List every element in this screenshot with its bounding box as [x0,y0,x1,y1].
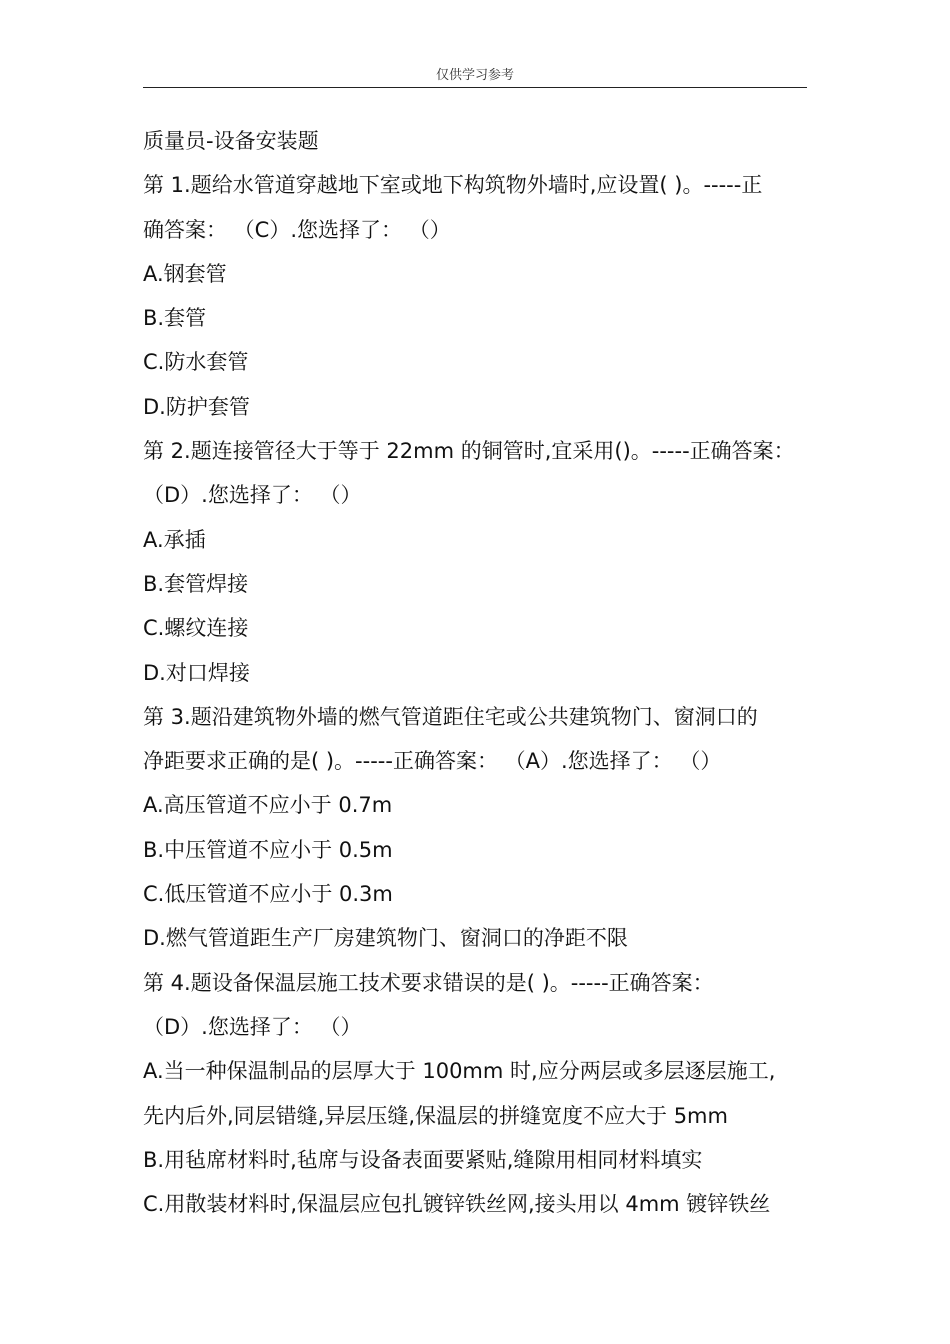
question-3-option-c: C.低压管道不应小于 0.3m [143,882,393,907]
question-3-option-a: A.高压管道不应小于 0.7m [143,793,393,818]
question-2-option-b: B.套管焊接 [143,571,249,596]
question-4-option-c: C.用散装材料时,保温层应包扎镀锌铁丝网,接头用以 4mm 镀锌铁丝 [143,1192,771,1217]
question-1-option-a: A.钢套管 [143,261,227,286]
question-4-option-a: A.当一种保温制品的层厚大于 100mm 时,应分两层或多层逐层施工, [143,1059,776,1084]
question-4-answer: （D）.您选择了： （） [143,1014,362,1039]
question-3-option-d: D.燃气管道距生产厂房建筑物门、窗洞口的净距不限 [143,926,628,951]
question-2-option-c: C.螺纹连接 [143,616,249,641]
question-1-stem: 第 1.题给水管道穿越地下室或地下构筑物外墙时,应设置( )。-----正 [143,173,763,198]
question-4-option-b: B.用毡席材料时,毡席与设备表面要紧贴,缝隙用相同材料填实 [143,1147,703,1172]
question-1-option-b: B.套管 [143,306,207,331]
document-title: 质量员-设备安装题 [143,129,319,153]
question-1-answer: 确答案： （C）.您选择了： （） [143,217,451,242]
question-1-option-c: C.防水套管 [143,350,249,375]
question-3-stem: 第 3.题沿建筑物外墙的燃气管道距住宅或公共建筑物门、窗洞口的 [143,704,758,729]
document-body [143,119,823,1226]
question-2-answer: （D）.您选择了： （） [143,483,362,508]
question-2-option-a: A.承插 [143,527,206,552]
question-2-stem: 第 2.题连接管径大于等于 22mm 的铜管时,宜采用()。-----正确答案： [143,439,795,464]
question-4-stem: 第 4.题设备保温层施工技术要求错误的是( )。-----正确答案： [143,970,714,995]
question-3-stem-continued: 净距要求正确的是( )。-----正确答案： （A）.您选择了： （） [143,749,722,774]
page-header: 仅供学习参考 [143,66,807,88]
question-1-option-d: D.防护套管 [143,394,250,419]
question-4-option-a-continued: 先内后外,同层错缝,异层压缝,保温层的拼缝宽度不应大于 5mm [143,1103,728,1128]
question-2-option-d: D.对口焊接 [143,660,250,685]
question-3-option-b: B.中压管道不应小于 0.5m [143,837,393,862]
